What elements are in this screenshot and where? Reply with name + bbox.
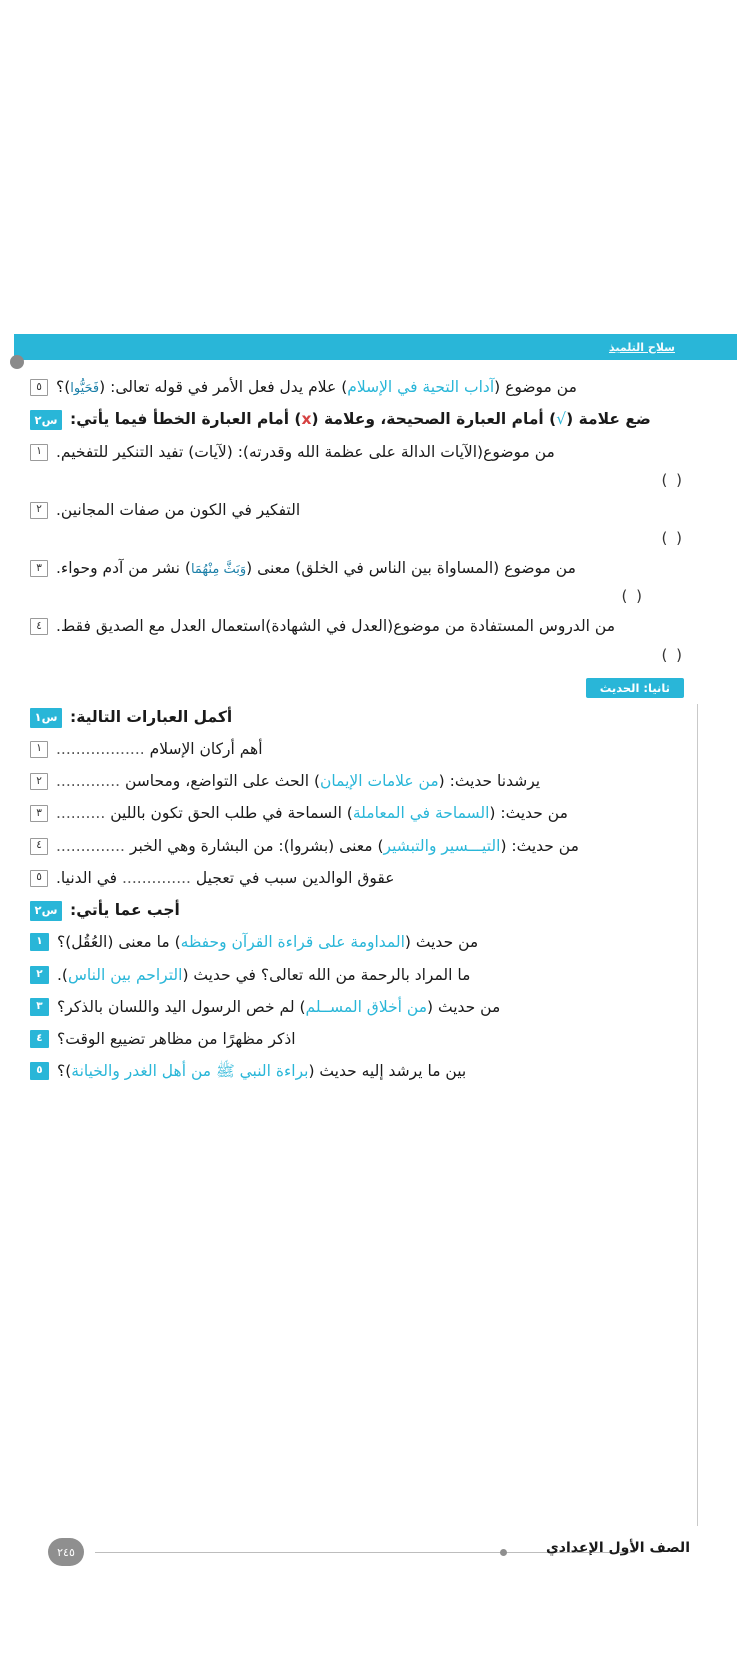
question-q2-header: [30, 408, 684, 431]
q2-item-1-text: [56, 441, 555, 464]
h1-item-5-seg-1: ..............: [122, 868, 191, 887]
question-h2-header-seg-0: أجب عما يأتي:: [70, 901, 180, 919]
q2-item-2-text: [56, 499, 300, 522]
h1-item-2-seg-0: يرشدنا حديث: (: [438, 772, 541, 790]
h1-item-4-badge: ٤: [30, 838, 48, 855]
section-tag-hadith: [30, 678, 684, 698]
question-top-1-seg-1: آداب التحية في الإسلام: [347, 378, 495, 396]
question-h2-header-badge: س٢: [30, 901, 62, 921]
h2-item-2-seg-1: التراحم بين الناس: [67, 965, 183, 984]
h1-item-5: [30, 867, 684, 890]
h1-item-2-seg-3: .............: [56, 772, 121, 790]
h1-item-2: [30, 770, 684, 793]
question-top-1-seg-4: )؟: [56, 378, 71, 396]
h1-item-3-seg-3: ..........: [56, 804, 106, 823]
h2-item-1-seg-0: من حديث (: [404, 933, 479, 952]
question-top-1-seg-2: ) علام يدل فعل الأمر في قوله تعالى: (: [99, 378, 348, 396]
question-q2-header-seg-3: x: [301, 410, 312, 429]
q2-item-2-badge: ٢: [30, 502, 48, 519]
h2-item-2-seg-2: ).: [57, 965, 68, 984]
h1-item-2-seg-1: من علامات الإيمان: [320, 772, 439, 790]
h2-item-4: [30, 1028, 684, 1051]
h2-item-2: [30, 964, 684, 987]
question-h1-header: [30, 706, 684, 729]
h1-item-3-seg-2: ) السماحة في طلب الحق تكون باللين: [105, 804, 353, 823]
h2-item-1: [30, 931, 684, 954]
question-q2-header-seg-2: ) أمام العبارة الصحيحة، وعلامة (: [311, 410, 557, 429]
h2-item-5-seg-0: بين ما يرشد إليه حديث (: [308, 1062, 467, 1081]
h2-item-5: [30, 1060, 684, 1083]
q2-item-1-answer-brackets[interactable]: ( ): [661, 470, 684, 489]
q2-item-4-badge: ٤: [30, 618, 48, 635]
h1-item-5-badge: ٥: [30, 870, 48, 887]
q2-item-4-seg-0: من الدروس المستفادة من موضوع(العدل في الشهادة)استعمال العدل مع الصديق فقط.: [56, 617, 615, 636]
q2-item-2-answer-brackets[interactable]: ( ): [661, 529, 684, 547]
h2-item-5-text: [57, 1060, 466, 1083]
q2-item-4-text: [56, 615, 615, 638]
question-h1-header-seg-0: أكمل العبارات التالية:: [70, 707, 233, 726]
q2-item-4-answer-brackets[interactable]: ( ): [661, 645, 684, 664]
grade-label: الصف الأول الإعدادي: [545, 1540, 690, 1556]
h2-item-1-badge: ١: [30, 933, 49, 951]
header-corner-dot: [10, 355, 24, 369]
question-top-1-seg-3: فَحَيُّوا: [70, 381, 100, 396]
q2-item-3-text: [56, 557, 576, 580]
question-q2-header-seg-1: √: [556, 410, 567, 429]
h1-item-3-seg-1: السماحة في المعاملة: [352, 804, 490, 823]
q2-item-3-seg-2: ) نشر من آدم وحواء.: [56, 559, 191, 577]
footer-dot: [500, 1549, 507, 1556]
page-number-badge: ٢٤٥: [48, 1538, 84, 1566]
questions-container: [30, 376, 684, 1084]
h2-item-3-seg-0: من حديث (: [427, 997, 501, 1016]
h1-item-4-seg-1: التيـــسير والتبشير: [383, 836, 501, 855]
q2-item-3-answer-brackets[interactable]: ( ): [621, 587, 644, 606]
h1-item-1-seg-1: ..................: [56, 739, 145, 758]
h2-item-1-seg-4: )؟: [57, 933, 72, 952]
q2-item-3: [30, 557, 684, 580]
question-q2-header-seg-4: ) أمام العبارة الخطأ فيما يأتي:: [70, 410, 302, 429]
h2-item-1-seg-3: العُقُل: [71, 933, 108, 952]
h2-item-1-seg-2: ) ما معنى (: [107, 933, 181, 952]
h2-item-5-badge: ٥: [30, 1062, 49, 1080]
q2-item-3-seg-1: وَبَثَّ مِنْهُمَا: [190, 562, 247, 577]
h2-item-4-text: [57, 1028, 296, 1051]
h1-item-4-seg-3: ..............: [56, 836, 125, 855]
h1-item-1-badge: ١: [30, 741, 48, 758]
section-tag-hadith-label: ثانيا: الحديث: [586, 678, 684, 698]
h1-item-2-text: [56, 770, 540, 793]
h1-item-3-badge: ٣: [30, 805, 48, 822]
h2-item-1-seg-1: المداومة على قراءة القرآن وحفظه: [180, 933, 405, 952]
q2-item-1-seg-0: من موضوع(الآيات الدالة على عظمة الله وقدرته): (لآيات) تفيد التنكير للتفخيم.: [56, 442, 555, 461]
h2-item-4-seg-0: اذكر مظهرًا من مظاهر تضييع الوقت؟: [57, 1030, 296, 1048]
h2-item-5-seg-1: براءة النبي ﷺ من أهل الغدر والخيانة: [71, 1062, 309, 1081]
page-footer: [0, 1532, 750, 1572]
h2-item-3-seg-1: من أخلاق المســلم: [305, 997, 427, 1016]
h1-item-4: [30, 835, 684, 858]
question-h1-header-text: [70, 706, 232, 729]
q2-item-2-seg-0: التفكير في الكون من صفات المجانين.: [56, 500, 301, 519]
h2-item-4-badge: ٤: [30, 1030, 49, 1048]
question-h2-header-text: [70, 899, 180, 922]
question-top-1-seg-0: من موضوع (: [494, 378, 577, 396]
h2-item-3-seg-2: ) لم خص الرسول اليد واللسان بالذكر؟: [57, 997, 306, 1016]
question-top-1-badge: ٥: [30, 379, 48, 396]
h1-item-4-seg-0: من حديث: (: [500, 836, 579, 855]
h2-item-2-seg-0: ما المراد بالرحمة من الله تعالى؟ في حديث (: [182, 965, 471, 984]
h2-item-2-badge: ٢: [30, 966, 49, 984]
question-h1-header-badge: س١: [30, 708, 62, 728]
h2-item-2-text: [57, 964, 470, 987]
h1-item-3-seg-0: من حديث: (: [489, 804, 568, 823]
question-top-1: [30, 376, 684, 399]
q2-item-1-badge: ١: [30, 444, 48, 461]
h1-item-2-seg-2: ) الحث على التواضع، ومحاسن: [120, 772, 321, 790]
h1-item-5-seg-2: في الدنيا.: [56, 868, 122, 887]
q2-item-3-seg-0: من موضوع (المساواة بين الناس في الخلق) معنى (: [246, 559, 576, 577]
question-h2-header: [30, 899, 684, 922]
question-q2-header-badge: س٢: [30, 410, 62, 430]
h1-item-1: [30, 738, 684, 761]
h1-item-4-seg-2: ) معنى (بشروا): من البشارة وهي الخبر: [124, 836, 384, 855]
h1-item-5-text: [56, 867, 394, 890]
q2-item-4: [30, 615, 684, 638]
h2-item-3-text: [57, 996, 500, 1019]
question-q2-header-text: [70, 408, 651, 431]
h1-item-1-seg-0: أهم أركان الإسلام: [144, 739, 263, 758]
page-header-bar: [14, 334, 737, 360]
question-top-1-text: [56, 376, 577, 399]
h2-item-5-seg-2: )؟: [57, 1062, 72, 1081]
worksheet-page: [0, 334, 750, 1559]
h1-item-4-text: [56, 835, 579, 858]
h1-item-3: [30, 802, 684, 825]
h2-item-3-badge: ٣: [30, 998, 49, 1016]
publisher-logo: سلاح التلميذ: [608, 340, 675, 354]
q2-item-1: [30, 441, 684, 464]
vertical-rule: [697, 704, 698, 1526]
q2-item-2: [30, 499, 684, 522]
h1-item-5-seg-0: عقوق الوالدين سبب في تعجيل: [190, 868, 395, 887]
h1-item-2-badge: ٢: [30, 773, 48, 790]
h2-item-3: [30, 996, 684, 1019]
q2-item-3-badge: ٣: [30, 560, 48, 577]
h1-item-3-text: [56, 802, 568, 825]
question-q2-header-seg-0: ضع علامة (: [566, 410, 651, 429]
worksheet-content: [0, 360, 750, 1084]
h2-item-1-text: [57, 931, 478, 954]
h1-item-1-text: [56, 738, 263, 761]
